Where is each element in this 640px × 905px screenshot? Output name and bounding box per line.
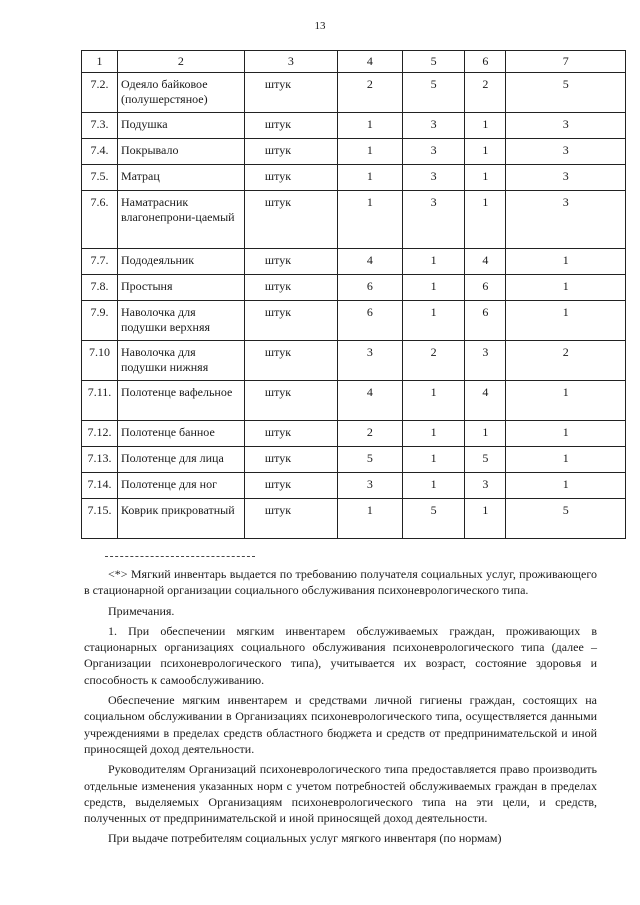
item-name-cell: Наматрасник влагонепрони-цаемый <box>117 190 244 248</box>
table-row <box>82 248 626 274</box>
value-cell: 4 <box>337 380 402 420</box>
header-cell: 3 <box>244 51 337 73</box>
note-paragraph: 1. При обеспечении мягким инвентарем обслуживаемых граждан, проживающих в стационарных организациях социального обслуживания психоневрологического типа (далее – Организации психоневрологического типа), учитывается их возраст, состояние здоровья и способность к самообслуживанию. <box>84 623 597 687</box>
notes-section <box>84 566 597 851</box>
value-cell: 1 <box>506 274 626 300</box>
unit-cell: штук <box>244 112 337 138</box>
value-cell: 6 <box>337 274 402 300</box>
value-cell: 2 <box>402 340 465 380</box>
value-cell: 2 <box>465 72 506 112</box>
value-cell: 5 <box>337 446 402 472</box>
unit-cell: штук <box>244 380 337 420</box>
value-cell: 3 <box>337 472 402 498</box>
table-row <box>82 300 626 340</box>
item-name-cell: Полотенце вафельное <box>117 380 244 420</box>
unit-cell: штук <box>244 446 337 472</box>
notes-title: Примечания. <box>108 603 175 618</box>
unit-cell: штук <box>244 72 337 112</box>
table-header-row <box>82 51 626 73</box>
value-cell: 1 <box>506 380 626 420</box>
table-row <box>82 380 626 420</box>
unit-cell: штук <box>244 138 337 164</box>
value-cell: 3 <box>402 190 465 248</box>
value-cell: 1 <box>337 138 402 164</box>
unit-cell: штук <box>244 274 337 300</box>
value-cell: 4 <box>465 248 506 274</box>
unit-cell: штук <box>244 340 337 380</box>
row-number-cell: 7.14. <box>82 472 118 498</box>
note-paragraph: При выдаче потребителям социальных услуг мягкого инвентаря (по нормам) <box>108 831 502 846</box>
table-row <box>82 72 626 112</box>
row-number-cell: 7.8. <box>82 274 118 300</box>
value-cell: 3 <box>465 472 506 498</box>
inventory-norms-table <box>81 50 626 539</box>
value-cell: 3 <box>402 138 465 164</box>
value-cell: 5 <box>506 498 626 538</box>
value-cell: 5 <box>506 72 626 112</box>
value-cell: 2 <box>337 420 402 446</box>
value-cell: 5 <box>402 498 465 538</box>
value-cell: 1 <box>337 190 402 248</box>
value-cell: 1 <box>465 420 506 446</box>
item-name-cell: Матрац <box>117 164 244 190</box>
table-row <box>82 164 626 190</box>
header-cell: 4 <box>337 51 402 73</box>
value-cell: 4 <box>465 380 506 420</box>
value-cell: 1 <box>402 420 465 446</box>
table-row <box>82 498 626 538</box>
table-row <box>82 190 626 248</box>
value-cell: 1 <box>506 446 626 472</box>
value-cell: 1 <box>402 248 465 274</box>
table-row <box>82 340 626 380</box>
value-cell: 6 <box>337 300 402 340</box>
header-cell: 1 <box>82 51 118 73</box>
unit-cell: штук <box>244 300 337 340</box>
row-number-cell: 7.10 <box>82 340 118 380</box>
item-name-cell: Покрывало <box>117 138 244 164</box>
value-cell: 6 <box>465 300 506 340</box>
value-cell: 1 <box>465 138 506 164</box>
value-cell: 3 <box>506 112 626 138</box>
table-row <box>82 274 626 300</box>
value-cell: 1 <box>506 420 626 446</box>
item-name-cell: Наволочка для подушки нижняя <box>117 340 244 380</box>
value-cell: 1 <box>465 164 506 190</box>
value-cell: 5 <box>465 446 506 472</box>
unit-cell: штук <box>244 420 337 446</box>
value-cell: 2 <box>506 340 626 380</box>
table-row <box>82 472 626 498</box>
value-cell: 3 <box>465 340 506 380</box>
value-cell: 1 <box>506 248 626 274</box>
value-cell: 6 <box>465 274 506 300</box>
item-name-cell: Одеяло байковое (полушерстяное) <box>117 72 244 112</box>
table-row <box>82 420 626 446</box>
item-name-cell: Наволочка для подушки верхняя <box>117 300 244 340</box>
value-cell: 3 <box>402 164 465 190</box>
row-number-cell: 7.7. <box>82 248 118 274</box>
value-cell: 2 <box>337 72 402 112</box>
value-cell: 3 <box>402 112 465 138</box>
item-name-cell: Простыня <box>117 274 244 300</box>
value-cell: 1 <box>337 164 402 190</box>
header-cell: 5 <box>402 51 465 73</box>
unit-cell: штук <box>244 498 337 538</box>
header-cell: 7 <box>506 51 626 73</box>
value-cell: 1 <box>337 498 402 538</box>
table-row <box>82 112 626 138</box>
row-number-cell: 7.3. <box>82 112 118 138</box>
unit-cell: штук <box>244 248 337 274</box>
item-name-cell: Пододеяльник <box>117 248 244 274</box>
item-name-cell: Коврик прикроватный <box>117 498 244 538</box>
item-name-cell: Полотенце для лица <box>117 446 244 472</box>
page-number: 13 <box>314 20 326 32</box>
row-number-cell: 7.11. <box>82 380 118 420</box>
row-number-cell: 7.15. <box>82 498 118 538</box>
row-number-cell: 7.4. <box>82 138 118 164</box>
value-cell: 3 <box>506 164 626 190</box>
value-cell: 1 <box>465 112 506 138</box>
row-number-cell: 7.13. <box>82 446 118 472</box>
value-cell: 5 <box>402 72 465 112</box>
value-cell: 4 <box>337 248 402 274</box>
item-name-cell: Подушка <box>117 112 244 138</box>
value-cell: 1 <box>402 274 465 300</box>
value-cell: 1 <box>337 112 402 138</box>
row-number-cell: 7.6. <box>82 190 118 248</box>
value-cell: 1 <box>465 498 506 538</box>
value-cell: 1 <box>402 472 465 498</box>
value-cell: 1 <box>506 300 626 340</box>
footnote-separator <box>105 556 255 557</box>
value-cell: 3 <box>506 138 626 164</box>
row-number-cell: 7.12. <box>82 420 118 446</box>
value-cell: 1 <box>465 190 506 248</box>
table-row <box>82 446 626 472</box>
unit-cell: штук <box>244 190 337 248</box>
row-number-cell: 7.2. <box>82 72 118 112</box>
item-name-cell: Полотенце для ног <box>117 472 244 498</box>
unit-cell: штук <box>244 472 337 498</box>
value-cell: 1 <box>402 300 465 340</box>
footnote-text: <*> Мягкий инвентарь выдается по требованию получателя социальных услуг, проживающего в стационарной организации социального обслуживания психоневрологического типа. <box>84 567 597 598</box>
note-paragraph: Руководителям Организаций психоневрологического типа предоставляется право производить отдельные изменения указанных норм с учетом потребностей обслуживаемых граждан в пределах средств, выделяемых Организациям психоневрологического типа на эти цели, и средств, полученных от предпринимательской и иной приносящей доход деятельности. <box>84 762 597 826</box>
header-cell: 2 <box>117 51 244 73</box>
table-row <box>82 138 626 164</box>
value-cell: 1 <box>506 472 626 498</box>
value-cell: 1 <box>402 380 465 420</box>
value-cell: 1 <box>402 446 465 472</box>
row-number-cell: 7.5. <box>82 164 118 190</box>
header-cell: 6 <box>465 51 506 73</box>
unit-cell: штук <box>244 164 337 190</box>
item-name-cell: Полотенце банное <box>117 420 244 446</box>
row-number-cell: 7.9. <box>82 300 118 340</box>
value-cell: 3 <box>337 340 402 380</box>
value-cell: 3 <box>506 190 626 248</box>
note-paragraph: Обеспечение мягким инвентарем и средствами личной гигиены граждан, состоящих на социальном обслуживании в Организациях психоневрологического типа, осуществляется данными учреждениями в пределах средств областного бюджета и средств от предпринимательской и иной приносящей доход деятельности. <box>84 693 597 756</box>
